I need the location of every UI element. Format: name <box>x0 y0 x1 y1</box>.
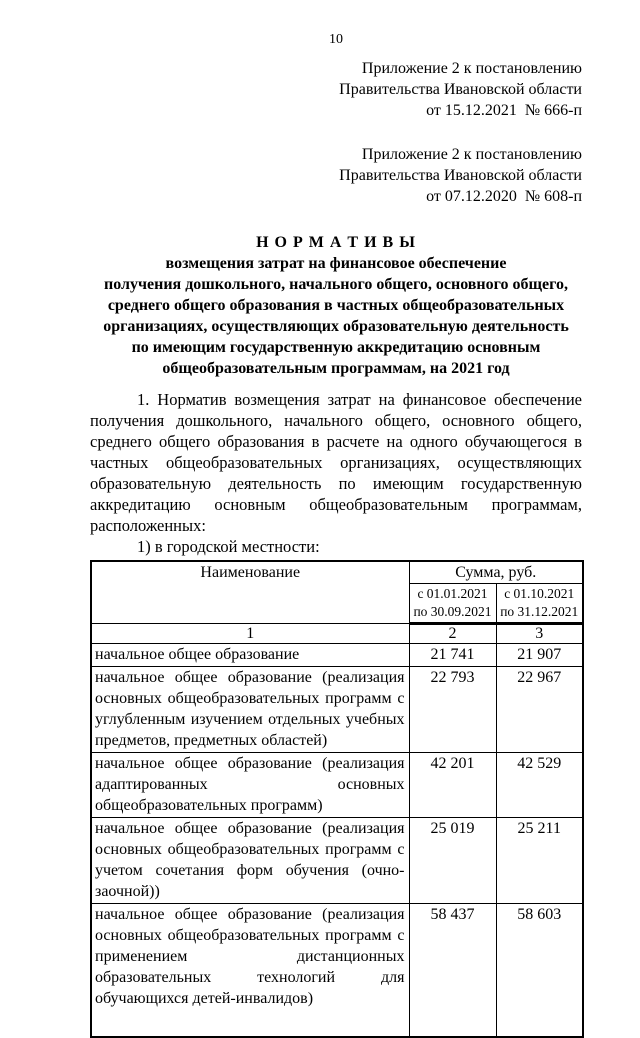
row1-value1: 21 741 <box>409 644 496 667</box>
row5-value2: 58 603 <box>496 904 583 1038</box>
row3-value1: 42 201 <box>409 753 496 818</box>
row2-value2: 22 967 <box>496 667 583 753</box>
table-row <box>91 644 583 667</box>
period2-line1: с 01.10.2021 <box>504 586 575 601</box>
annex2-line2: Правительства Ивановской области <box>339 167 582 184</box>
title-line6: общеобразовательным программам, на 2021 год <box>162 360 510 377</box>
title-heading: Н О Р М А Т И В Ы <box>256 234 416 251</box>
row3-name: начальное общее образование (реализация адаптированных основных общеобразовательных программ) <box>91 753 409 818</box>
row3-value2: 42 529 <box>496 753 583 818</box>
row1-value2: 21 907 <box>496 644 583 667</box>
colnum-1: 1 <box>91 624 409 644</box>
page-number: 10 <box>329 32 343 47</box>
annex-reference-2 <box>90 144 582 207</box>
title-line5: по имеющим государственную аккредитацию основным <box>131 339 541 356</box>
table-column-numbers-row <box>91 624 583 644</box>
period-1-cell <box>409 584 496 624</box>
annex2-line1: Приложение 2 к постановлению <box>361 146 582 163</box>
title-line2: получения дошкольного, начального общего, основного общего, <box>104 276 568 293</box>
row4-name: начальное общее образование (реализация основных общеобразовательных программ с учетом сочетания форм обучения (очно-заочной)) <box>91 818 409 904</box>
header-sum-column: Сумма, руб. <box>409 561 583 584</box>
row5-name: начальное общее образование (реализация основных общеобразовательных программ с применением дистанционных образовательных технологий для обучающихся детей-инвалидов) <box>91 904 409 1038</box>
annex1-line1: Приложение 2 к постановлению <box>361 60 582 77</box>
period-2-cell <box>496 584 583 624</box>
row4-value2: 25 211 <box>496 818 583 904</box>
norms-table <box>90 560 584 1038</box>
header-name-column: Наименование <box>91 561 409 624</box>
annex1-line2: Правительства Ивановской области <box>339 81 582 98</box>
title-line1: возмещения затрат на финансовое обеспечение <box>165 255 507 272</box>
annex1-line3: от 15.12.2021 № 666-п <box>426 102 582 119</box>
annex-reference-1 <box>90 58 582 121</box>
table-row <box>91 753 583 818</box>
document-title <box>90 232 582 379</box>
list-item-1: 1) в городской местности: <box>137 537 320 556</box>
colnum-2: 2 <box>409 624 496 644</box>
title-line3: среднего общего образования в частных общеобразовательных <box>107 297 565 314</box>
period1-line1: с 01.01.2021 <box>417 586 488 601</box>
title-line4: организациях, осуществляющих образовательную деятельность <box>103 318 569 335</box>
annex2-line3: от 07.12.2020 № 608-п <box>426 188 582 205</box>
paragraph-1: 1. Норматив возмещения затрат на финансовое обеспечение получения дошкольного, начального общего, основного общего, среднего общего образования в расчете на одного обучающегося в частных общеобразовательных организациях, осуществляющих образовательную деятельность по имеющим государственную аккредитацию основным общеобразовательным программам, расположенных: <box>90 390 582 535</box>
row2-value1: 22 793 <box>409 667 496 753</box>
colnum-3: 3 <box>496 624 583 644</box>
row1-name: начальное общее образование <box>91 644 409 667</box>
table-header-row <box>91 561 583 584</box>
period1-line2: по 30.09.2021 <box>413 604 492 619</box>
table-row <box>91 818 583 904</box>
table-row <box>91 667 583 753</box>
row2-name: начальное общее образование (реализация основных общеобразовательных программ с углубленным изучением отдельных учебных предметов, предметных областей) <box>91 667 409 753</box>
table-row <box>91 904 583 1038</box>
row4-value1: 25 019 <box>409 818 496 904</box>
row5-value1: 58 437 <box>409 904 496 1038</box>
period2-line2: по 31.12.2021 <box>500 604 579 619</box>
